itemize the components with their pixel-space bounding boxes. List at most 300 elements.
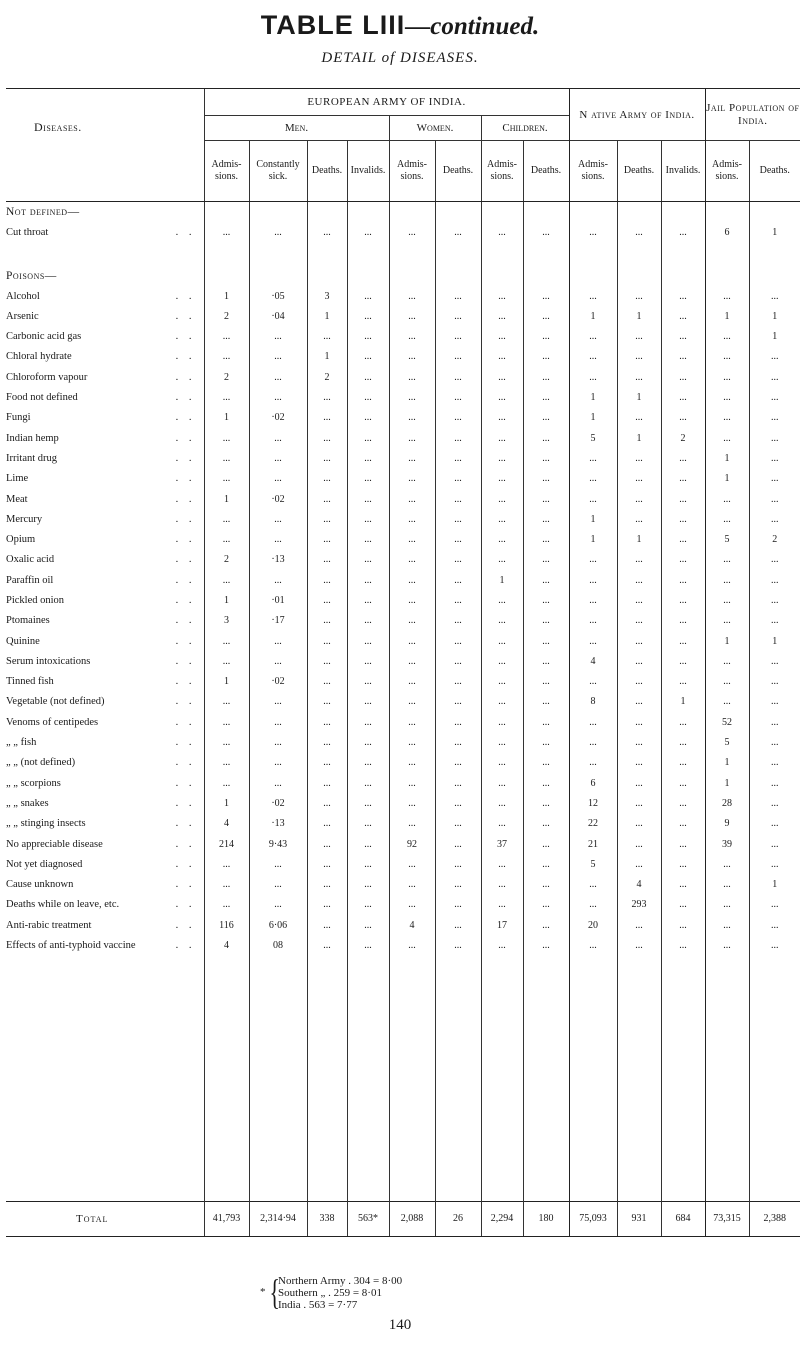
table-cell: ... xyxy=(523,611,569,631)
european-army-header: EUROPEAN ARMY OF INDIA. xyxy=(204,89,569,116)
table-cell: ... xyxy=(204,631,249,651)
table-row xyxy=(6,956,800,1202)
table-cell: ... xyxy=(347,631,389,651)
table-cell: ... xyxy=(307,692,347,712)
table-cell: ... xyxy=(523,895,569,915)
table-cell: ... xyxy=(481,367,523,387)
table-cell: ... xyxy=(523,347,569,367)
label-text: Deaths while on leave, etc. xyxy=(6,899,120,911)
table-cell: ... xyxy=(249,773,307,793)
table-row xyxy=(6,550,800,570)
table-cell: ... xyxy=(307,732,347,752)
table-cell xyxy=(661,202,705,223)
table-cell xyxy=(307,202,347,223)
disease-label xyxy=(6,854,204,874)
table-cell xyxy=(705,266,749,286)
table-cell: ... xyxy=(435,935,481,955)
table-cell: ... xyxy=(481,222,523,242)
table-cell xyxy=(523,266,569,286)
children-header: Children. xyxy=(481,116,569,141)
table-cell: ... xyxy=(347,306,389,326)
table-cell: ... xyxy=(435,814,481,834)
table-cell: ... xyxy=(347,448,389,468)
table-cell: ... xyxy=(389,875,435,895)
table-cell: 1 xyxy=(307,347,347,367)
leader-dots: . . xyxy=(175,818,196,830)
table-cell: 4 xyxy=(617,875,661,895)
table-row xyxy=(6,509,800,529)
table-cell: ... xyxy=(347,222,389,242)
table-cell: ... xyxy=(617,672,661,692)
table-cell: ... xyxy=(523,428,569,448)
table-row xyxy=(6,611,800,631)
table-cell: ... xyxy=(569,286,617,306)
table-cell: 1 xyxy=(617,306,661,326)
disease-label xyxy=(6,306,204,326)
leader-dots: . . xyxy=(175,737,196,749)
women-admissions-header: Admis-sions. xyxy=(389,141,435,202)
label-text: Ptomaines xyxy=(6,615,50,627)
table-row xyxy=(6,895,800,915)
table-cell: ... xyxy=(435,732,481,752)
table-cell: ·02 xyxy=(249,489,307,509)
table-cell: ... xyxy=(523,875,569,895)
table-cell: ... xyxy=(569,935,617,955)
table-cell: ... xyxy=(481,692,523,712)
footnote-line: Southern „ . 259 = 8·01 xyxy=(278,1287,382,1299)
table-cell: ... xyxy=(705,550,749,570)
leader-dots: . . xyxy=(175,879,196,891)
table-cell: ... xyxy=(389,732,435,752)
table-cell: 1 xyxy=(569,408,617,428)
table-cell: ... xyxy=(389,712,435,732)
label-text: Carbonic acid gas xyxy=(6,331,82,343)
leader-dots: . . xyxy=(175,635,196,647)
table-cell: ... xyxy=(389,326,435,346)
table-cell: ... xyxy=(523,692,569,712)
table-cell: ... xyxy=(481,408,523,428)
table-cell: ... xyxy=(481,550,523,570)
table-cell: ... xyxy=(705,611,749,631)
table-cell: ... xyxy=(249,428,307,448)
table-cell: ... xyxy=(705,915,749,935)
table-cell: ... xyxy=(347,854,389,874)
page-title xyxy=(0,10,800,41)
table-cell: ... xyxy=(347,753,389,773)
leader-dots: . . xyxy=(175,919,196,931)
leader-dots: . . xyxy=(175,858,196,870)
table-cell: ... xyxy=(204,387,249,407)
men-constantly-sick-header: Constantly sick. xyxy=(249,141,307,202)
table-cell: ... xyxy=(661,814,705,834)
table-cell: ... xyxy=(347,509,389,529)
table-cell: 5 xyxy=(569,854,617,874)
table-cell: 2,314·94 xyxy=(249,1201,307,1236)
table-cell: ... xyxy=(481,814,523,834)
table-cell: 9·43 xyxy=(249,834,307,854)
label-text: Chloral hydrate xyxy=(6,351,72,363)
disease-label xyxy=(6,631,204,651)
table-cell: 4 xyxy=(204,814,249,834)
table-cell xyxy=(204,266,249,286)
table-cell: ... xyxy=(307,651,347,671)
table-cell: ... xyxy=(705,895,749,915)
table-cell: ... xyxy=(661,793,705,813)
table-cell: ... xyxy=(389,651,435,671)
table-cell: ... xyxy=(569,875,617,895)
table-cell: ... xyxy=(249,732,307,752)
table-cell: 5 xyxy=(569,428,617,448)
disease-label xyxy=(6,956,204,1202)
table-cell: ... xyxy=(347,469,389,489)
label-text: Venoms of centipedes xyxy=(6,716,99,728)
table-cell xyxy=(749,243,800,266)
table-cell: ... xyxy=(481,326,523,346)
leader-dots: . . xyxy=(175,371,196,383)
table-cell: 2,388 xyxy=(749,1201,800,1236)
table-cell: ... xyxy=(569,347,617,367)
table-cell: 4 xyxy=(204,935,249,955)
table-cell: ... xyxy=(307,834,347,854)
table-cell: 1 xyxy=(204,408,249,428)
table-row xyxy=(6,367,800,387)
table-cell: 1 xyxy=(705,631,749,651)
table-cell: ·13 xyxy=(249,814,307,834)
table-cell: ... xyxy=(204,732,249,752)
disease-label xyxy=(6,712,204,732)
table-cell: 1 xyxy=(749,631,800,651)
disease-label xyxy=(6,222,204,242)
table-cell: ... xyxy=(661,408,705,428)
table-cell: ... xyxy=(307,590,347,610)
table-cell: ... xyxy=(389,631,435,651)
table-cell: 1 xyxy=(204,286,249,306)
table-cell: 1 xyxy=(705,773,749,793)
table-cell: ... xyxy=(435,875,481,895)
table-cell: ... xyxy=(705,570,749,590)
table-cell xyxy=(249,266,307,286)
table-cell: ·05 xyxy=(249,286,307,306)
table-cell: 1 xyxy=(705,753,749,773)
table-cell: ... xyxy=(204,570,249,590)
table-cell xyxy=(749,202,800,223)
table-cell: ... xyxy=(347,529,389,549)
table-cell: ... xyxy=(307,935,347,955)
table-cell: ... xyxy=(705,692,749,712)
table-cell: ... xyxy=(523,631,569,651)
table-cell: ... xyxy=(481,428,523,448)
table-cell: ·01 xyxy=(249,590,307,610)
table-cell xyxy=(347,202,389,223)
table-cell: ... xyxy=(661,590,705,610)
title-suffix: —continued. xyxy=(405,13,540,40)
table-cell: 4 xyxy=(569,651,617,671)
table-cell: ... xyxy=(749,651,800,671)
table-cell xyxy=(481,202,523,223)
table-cell: ... xyxy=(347,367,389,387)
footnote-line: India . 563 = 7·77 xyxy=(278,1299,358,1311)
leader-dots: . . xyxy=(175,899,196,911)
table-cell: ... xyxy=(347,712,389,732)
table-cell xyxy=(389,266,435,286)
disease-label xyxy=(6,814,204,834)
men-deaths-header: Deaths. xyxy=(307,141,347,202)
table-cell: ... xyxy=(523,915,569,935)
table-cell: ·13 xyxy=(249,550,307,570)
label-text: Cause unknown xyxy=(6,879,74,891)
table-cell: 08 xyxy=(249,935,307,955)
table-cell: ... xyxy=(347,550,389,570)
table-cell: ... xyxy=(481,875,523,895)
table-cell: ... xyxy=(661,732,705,752)
table-cell: 1 xyxy=(617,529,661,549)
leader-dots: . . xyxy=(175,392,196,404)
table-row xyxy=(6,753,800,773)
table-cell: ... xyxy=(617,347,661,367)
table-cell: 8 xyxy=(569,692,617,712)
table-cell: ... xyxy=(617,489,661,509)
table-cell xyxy=(523,202,569,223)
women-header: Women. xyxy=(389,116,481,141)
table-cell: 4 xyxy=(389,915,435,935)
table-cell: ... xyxy=(435,895,481,915)
table-cell xyxy=(617,266,661,286)
table-cell: ... xyxy=(617,753,661,773)
table-cell: 1 xyxy=(661,692,705,712)
table-cell: ... xyxy=(661,651,705,671)
label-text: „ „ scorpions xyxy=(6,777,61,789)
table-cell: ... xyxy=(661,326,705,346)
table-cell: ... xyxy=(389,509,435,529)
table-cell: ... xyxy=(389,814,435,834)
table-cell: ... xyxy=(569,326,617,346)
table-cell: ... xyxy=(204,895,249,915)
label-text: Fungi xyxy=(6,412,31,424)
table-cell: ... xyxy=(617,509,661,529)
table-cell: ... xyxy=(389,286,435,306)
disease-label xyxy=(6,550,204,570)
table-cell: ... xyxy=(249,692,307,712)
table-cell: ... xyxy=(749,550,800,570)
table-cell: ·02 xyxy=(249,408,307,428)
leader-dots: . . xyxy=(175,655,196,667)
table-row xyxy=(6,631,800,651)
table-cell: ... xyxy=(569,570,617,590)
leader-dots: . . xyxy=(175,412,196,424)
label-text: Paraffin oil xyxy=(6,574,54,586)
table-cell: ... xyxy=(569,448,617,468)
table-cell: ... xyxy=(523,834,569,854)
table-cell: ... xyxy=(204,712,249,732)
table-cell: ·04 xyxy=(249,306,307,326)
table-row xyxy=(6,489,800,509)
men-admissions-header: Admis-sions. xyxy=(204,141,249,202)
table-cell: ... xyxy=(705,875,749,895)
label-text: Arsenic xyxy=(6,310,39,322)
table-cell: ... xyxy=(661,306,705,326)
table-cell: 52 xyxy=(705,712,749,732)
label-text: Not yet diagnosed xyxy=(6,858,83,870)
table-cell: ... xyxy=(307,326,347,346)
table-cell: 1 xyxy=(569,387,617,407)
table-row xyxy=(6,222,800,242)
disease-label xyxy=(6,243,204,266)
table-cell: ... xyxy=(661,712,705,732)
table-cell: ... xyxy=(347,408,389,428)
table-cell xyxy=(481,243,523,266)
table-cell: 20 xyxy=(569,915,617,935)
label-text: Chloroform vapour xyxy=(6,371,88,383)
title-main: TABLE LIII xyxy=(260,10,406,40)
table-cell: 73,315 xyxy=(705,1201,749,1236)
table-cell: 563* xyxy=(347,1201,389,1236)
table-cell: ... xyxy=(569,631,617,651)
table-cell: ... xyxy=(204,448,249,468)
table-cell: ... xyxy=(617,570,661,590)
table-cell: 28 xyxy=(705,793,749,813)
table-cell: ... xyxy=(661,895,705,915)
table-cell: ... xyxy=(523,408,569,428)
table-cell: 2 xyxy=(749,529,800,549)
section-row xyxy=(6,266,800,286)
table-cell: ... xyxy=(347,611,389,631)
table-cell: 1 xyxy=(749,222,800,242)
table-cell: 684 xyxy=(661,1201,705,1236)
table-cell: ... xyxy=(307,631,347,651)
table-cell: ... xyxy=(435,793,481,813)
table-row xyxy=(6,875,800,895)
table-cell: ... xyxy=(523,814,569,834)
table-cell: ... xyxy=(523,590,569,610)
table-row xyxy=(6,814,800,834)
table-cell: ... xyxy=(661,489,705,509)
label-text: Alcohol xyxy=(6,290,40,302)
table-cell: 1 xyxy=(705,448,749,468)
table-cell: 6·06 xyxy=(249,915,307,935)
disease-label xyxy=(6,915,204,935)
table-cell: ... xyxy=(523,712,569,732)
table-cell: ... xyxy=(705,935,749,955)
table-cell: 12 xyxy=(569,793,617,813)
label-text: Lime xyxy=(6,473,29,485)
table-row xyxy=(6,469,800,489)
jail-population-header: Jail Population of India. xyxy=(705,89,800,141)
table-cell: ... xyxy=(347,428,389,448)
table-cell: ... xyxy=(569,469,617,489)
table-cell: ... xyxy=(661,672,705,692)
table-cell: 1 xyxy=(204,672,249,692)
table-cell: ... xyxy=(661,570,705,590)
table-row xyxy=(6,793,800,813)
table-cell: ... xyxy=(389,367,435,387)
table-cell: ... xyxy=(481,672,523,692)
table-cell: ... xyxy=(307,570,347,590)
table-cell: ... xyxy=(523,935,569,955)
table-cell: ... xyxy=(749,854,800,874)
table-cell: ... xyxy=(435,631,481,651)
table-cell: 6 xyxy=(705,222,749,242)
label-text: Total xyxy=(76,1212,109,1225)
table-cell: ... xyxy=(661,935,705,955)
table-cell: ... xyxy=(523,550,569,570)
table-cell: ... xyxy=(389,590,435,610)
table-cell: ... xyxy=(661,448,705,468)
table-row xyxy=(6,570,800,590)
disease-detail-table xyxy=(6,88,800,1237)
leader-dots: . . xyxy=(175,493,196,505)
table-cell: 2 xyxy=(204,367,249,387)
table-cell: ... xyxy=(389,469,435,489)
table-cell: ... xyxy=(749,509,800,529)
table-cell: ... xyxy=(389,387,435,407)
table-cell: ... xyxy=(389,773,435,793)
table-cell: ... xyxy=(481,509,523,529)
table-cell: ... xyxy=(749,712,800,732)
table-cell: 5 xyxy=(705,529,749,549)
leader-dots: . . xyxy=(175,574,196,586)
table-cell: ... xyxy=(705,590,749,610)
disease-label xyxy=(6,448,204,468)
table-cell: ... xyxy=(749,387,800,407)
table-cell: ... xyxy=(307,469,347,489)
table-cell: ... xyxy=(481,489,523,509)
table-cell: 1 xyxy=(569,529,617,549)
table-cell: ... xyxy=(204,875,249,895)
table-cell: ... xyxy=(347,590,389,610)
table-cell xyxy=(204,202,249,223)
table-cell: ... xyxy=(705,672,749,692)
table-cell xyxy=(661,266,705,286)
table-cell: ... xyxy=(481,895,523,915)
table-cell: ... xyxy=(661,529,705,549)
leader-dots: . . xyxy=(175,432,196,444)
table-cell: ... xyxy=(661,631,705,651)
table-cell: ... xyxy=(523,732,569,752)
table-cell: ... xyxy=(749,773,800,793)
table-cell: ... xyxy=(307,773,347,793)
table-cell: 17 xyxy=(481,915,523,935)
native-deaths-header: Deaths. xyxy=(617,141,661,202)
table-cell: ... xyxy=(249,631,307,651)
table-cell: ... xyxy=(435,367,481,387)
table-cell: ... xyxy=(617,935,661,955)
table-cell: ... xyxy=(749,489,800,509)
table-cell: ... xyxy=(523,793,569,813)
table-cell: ... xyxy=(307,408,347,428)
table-cell: ... xyxy=(435,611,481,631)
label-text: Irritant drug xyxy=(6,452,58,464)
table-row xyxy=(6,773,800,793)
table-cell: ... xyxy=(347,489,389,509)
table-cell: ... xyxy=(523,773,569,793)
table-cell: ... xyxy=(347,326,389,346)
table-cell: ... xyxy=(204,222,249,242)
leader-dots: . . xyxy=(175,473,196,485)
table-cell: ... xyxy=(204,347,249,367)
table-cell: ... xyxy=(705,489,749,509)
table-row xyxy=(6,326,800,346)
table-cell: ... xyxy=(389,550,435,570)
table-cell: ... xyxy=(347,895,389,915)
table-row xyxy=(6,529,800,549)
table-cell: ... xyxy=(749,814,800,834)
disease-label xyxy=(6,347,204,367)
table-cell: ... xyxy=(749,672,800,692)
table-cell: ... xyxy=(749,570,800,590)
table-cell: ... xyxy=(523,286,569,306)
table-cell: ... xyxy=(749,753,800,773)
table-cell: 21 xyxy=(569,834,617,854)
